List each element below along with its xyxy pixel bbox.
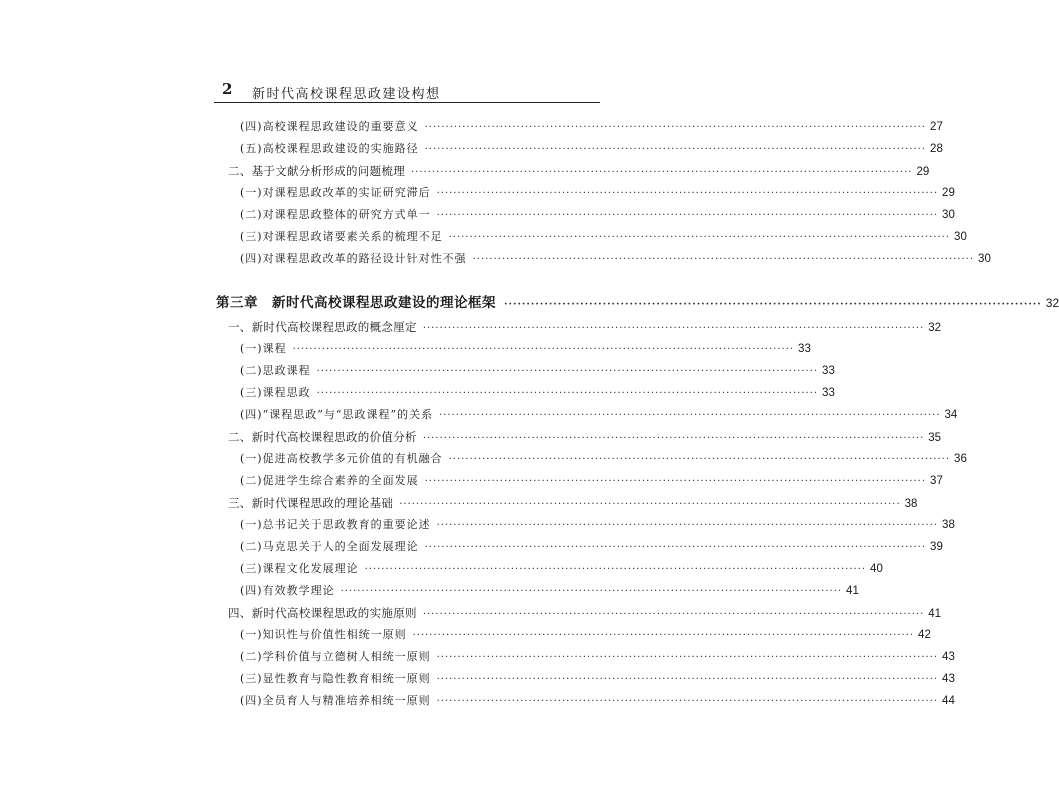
dot-leader: ························································································································ bbox=[424, 542, 927, 553]
toc-entry bbox=[240, 363, 835, 379]
dot-leader: ························································································································ bbox=[412, 630, 915, 641]
toc-entry bbox=[240, 649, 955, 665]
toc-page-number: 38 bbox=[942, 519, 955, 531]
dot-leader: ························································································································ bbox=[340, 586, 843, 597]
dot-leader: ························································································································ bbox=[439, 410, 941, 421]
toc-entry-title: (四)全员育人与精准培养相统一原则 bbox=[240, 694, 431, 707]
toc-entry bbox=[240, 451, 967, 467]
toc-entry-title: 第三章 新时代高校课程思政建设的理论框架 bbox=[216, 295, 496, 311]
toc-entry-title: 二、基于文献分析形成的问题梳理 bbox=[228, 164, 405, 178]
toc-entry-title: (一)促进高校教学多元价值的有机融合 bbox=[240, 452, 443, 465]
toc-entry bbox=[240, 583, 859, 599]
dot-leader: ························································································································ bbox=[436, 652, 939, 663]
toc-page-number: 33 bbox=[798, 343, 811, 355]
toc-page-number: 36 bbox=[954, 453, 967, 465]
toc-entry-title: (四)有效教学理论 bbox=[240, 584, 335, 597]
page-number: 2 bbox=[222, 80, 233, 98]
book-title: 新时代高校课程思政建设构想 bbox=[252, 87, 441, 102]
toc-entry-title: (四)“课程思政”与“思政课程”的关系 bbox=[240, 408, 434, 421]
toc-entry-title: (四)高校课程思政建设的重要意义 bbox=[240, 120, 419, 133]
toc-page-number: 41 bbox=[846, 585, 859, 597]
dot-leader: ························································································································ bbox=[364, 564, 867, 575]
toc-page-number: 44 bbox=[942, 695, 955, 707]
toc-entry-title: (一)总书记关于思政教育的重要论述 bbox=[240, 518, 431, 531]
dot-leader: ························································································································ bbox=[316, 388, 819, 399]
toc-entry-title: (一)对课程思政改革的实证研究滞后 bbox=[240, 186, 431, 199]
dot-leader: ························································································································ bbox=[424, 122, 927, 133]
toc-page-number: 27 bbox=[930, 121, 943, 133]
toc-page-number: 30 bbox=[942, 209, 955, 221]
toc-entry-title: (四)对课程思政改革的路径设计针对性不强 bbox=[240, 252, 467, 265]
toc-entry bbox=[228, 163, 930, 179]
toc-entry-title: (一)课程 bbox=[240, 342, 287, 355]
toc-page-number: 32 bbox=[1045, 296, 1059, 310]
toc-entry bbox=[228, 429, 942, 445]
toc-entry-title: 四、新时代高校课程思政的实施原则 bbox=[228, 606, 417, 620]
toc-entry bbox=[240, 185, 955, 201]
toc-entry-title: 三、新时代课程思政的理论基础 bbox=[228, 496, 394, 510]
dot-leader: ························································································································ bbox=[472, 254, 975, 265]
toc-page-number: 43 bbox=[942, 651, 955, 663]
toc-page-number: 43 bbox=[942, 673, 955, 685]
toc-entry bbox=[240, 693, 955, 709]
toc-entry-title: (三)课程文化发展理论 bbox=[240, 562, 359, 575]
toc-page-number: 35 bbox=[928, 432, 942, 444]
toc-entry-title: 二、新时代高校课程思政的价值分析 bbox=[228, 430, 417, 444]
dot-leader: ························································································································ bbox=[316, 366, 819, 377]
dot-leader: ························································································································ bbox=[436, 696, 939, 707]
toc-entry-title: (二)学科价值与立德树人相统一原则 bbox=[240, 650, 431, 663]
toc-entry bbox=[240, 517, 955, 533]
toc-entry-title: (三)显性教育与隐性教育相统一原则 bbox=[240, 672, 431, 685]
toc-entry-title: (二)马克思关于人的全面发展理论 bbox=[240, 540, 419, 553]
toc-page-number: 30 bbox=[978, 253, 991, 265]
toc-page-number: 30 bbox=[954, 231, 967, 243]
dot-leader: ························································································································ bbox=[448, 454, 951, 465]
toc-entry-title: (二)促进学生综合素养的全面发展 bbox=[240, 474, 419, 487]
dot-leader: ························································································································ bbox=[448, 232, 951, 243]
toc-entry bbox=[228, 495, 918, 511]
toc-page-number: 40 bbox=[870, 563, 883, 575]
dot-leader: ························································································································ bbox=[422, 609, 925, 620]
toc-entry bbox=[240, 141, 943, 157]
dot-leader: ························································································································ bbox=[411, 167, 913, 178]
toc-page-number: 33 bbox=[822, 365, 835, 377]
toc-page-number: 33 bbox=[822, 387, 835, 399]
toc-page-number: 37 bbox=[930, 475, 943, 487]
toc-entry bbox=[240, 539, 943, 555]
toc-entry bbox=[240, 407, 958, 423]
toc-page-number: 28 bbox=[930, 143, 943, 155]
toc-entry bbox=[228, 605, 942, 621]
toc-entry-title: (二)对课程思政整体的研究方式单一 bbox=[240, 208, 431, 221]
dot-leader: ························································································································ bbox=[424, 476, 927, 487]
toc-entry-title: (三)课程思政 bbox=[240, 386, 311, 399]
toc-entry bbox=[240, 473, 943, 489]
toc-entry bbox=[240, 627, 931, 643]
toc-chapter-entry bbox=[216, 295, 1059, 311]
dot-leader: ························································································································ bbox=[422, 323, 925, 334]
dot-leader: ························································································································ bbox=[436, 210, 939, 221]
toc-entry-title: (二)思政课程 bbox=[240, 364, 311, 377]
dot-leader: ························································································································ bbox=[424, 144, 927, 155]
toc-page-number: 41 bbox=[928, 608, 942, 620]
toc-page-number: 32 bbox=[928, 322, 942, 334]
toc-entry bbox=[240, 119, 943, 135]
toc-entry bbox=[240, 341, 811, 357]
toc-page-number: 39 bbox=[930, 541, 943, 553]
toc-entry bbox=[240, 207, 955, 223]
toc-entry bbox=[240, 229, 967, 245]
toc-entry bbox=[240, 251, 991, 267]
toc-entry-title: (五)高校课程思政建设的实施路径 bbox=[240, 142, 419, 155]
toc-page-number: 29 bbox=[916, 166, 930, 178]
toc-page-number: 38 bbox=[904, 498, 918, 510]
toc-entry bbox=[240, 385, 835, 401]
dot-leader: ························································································································ bbox=[292, 344, 795, 355]
toc-entry-title: (三)对课程思政诸要素关系的梳理不足 bbox=[240, 230, 443, 243]
dot-leader: ························································································································ bbox=[436, 674, 939, 685]
dot-leader: ························································································································ bbox=[422, 433, 925, 444]
toc-entry bbox=[240, 671, 955, 687]
toc-page-number: 34 bbox=[944, 409, 958, 421]
toc-page-number: 42 bbox=[918, 629, 931, 641]
dot-leader: ························································································································ bbox=[504, 299, 1042, 310]
dot-leader: ························································································································ bbox=[436, 188, 939, 199]
toc-entry-title: (一)知识性与价值性相统一原则 bbox=[240, 628, 407, 641]
toc-entry-title: 一、新时代高校课程思政的概念厘定 bbox=[228, 320, 417, 334]
dot-leader: ························································································································ bbox=[436, 520, 939, 531]
dot-leader: ························································································································ bbox=[399, 499, 901, 510]
toc-entry bbox=[240, 561, 883, 577]
toc-entry bbox=[228, 319, 942, 335]
toc-page-number: 29 bbox=[942, 187, 955, 199]
